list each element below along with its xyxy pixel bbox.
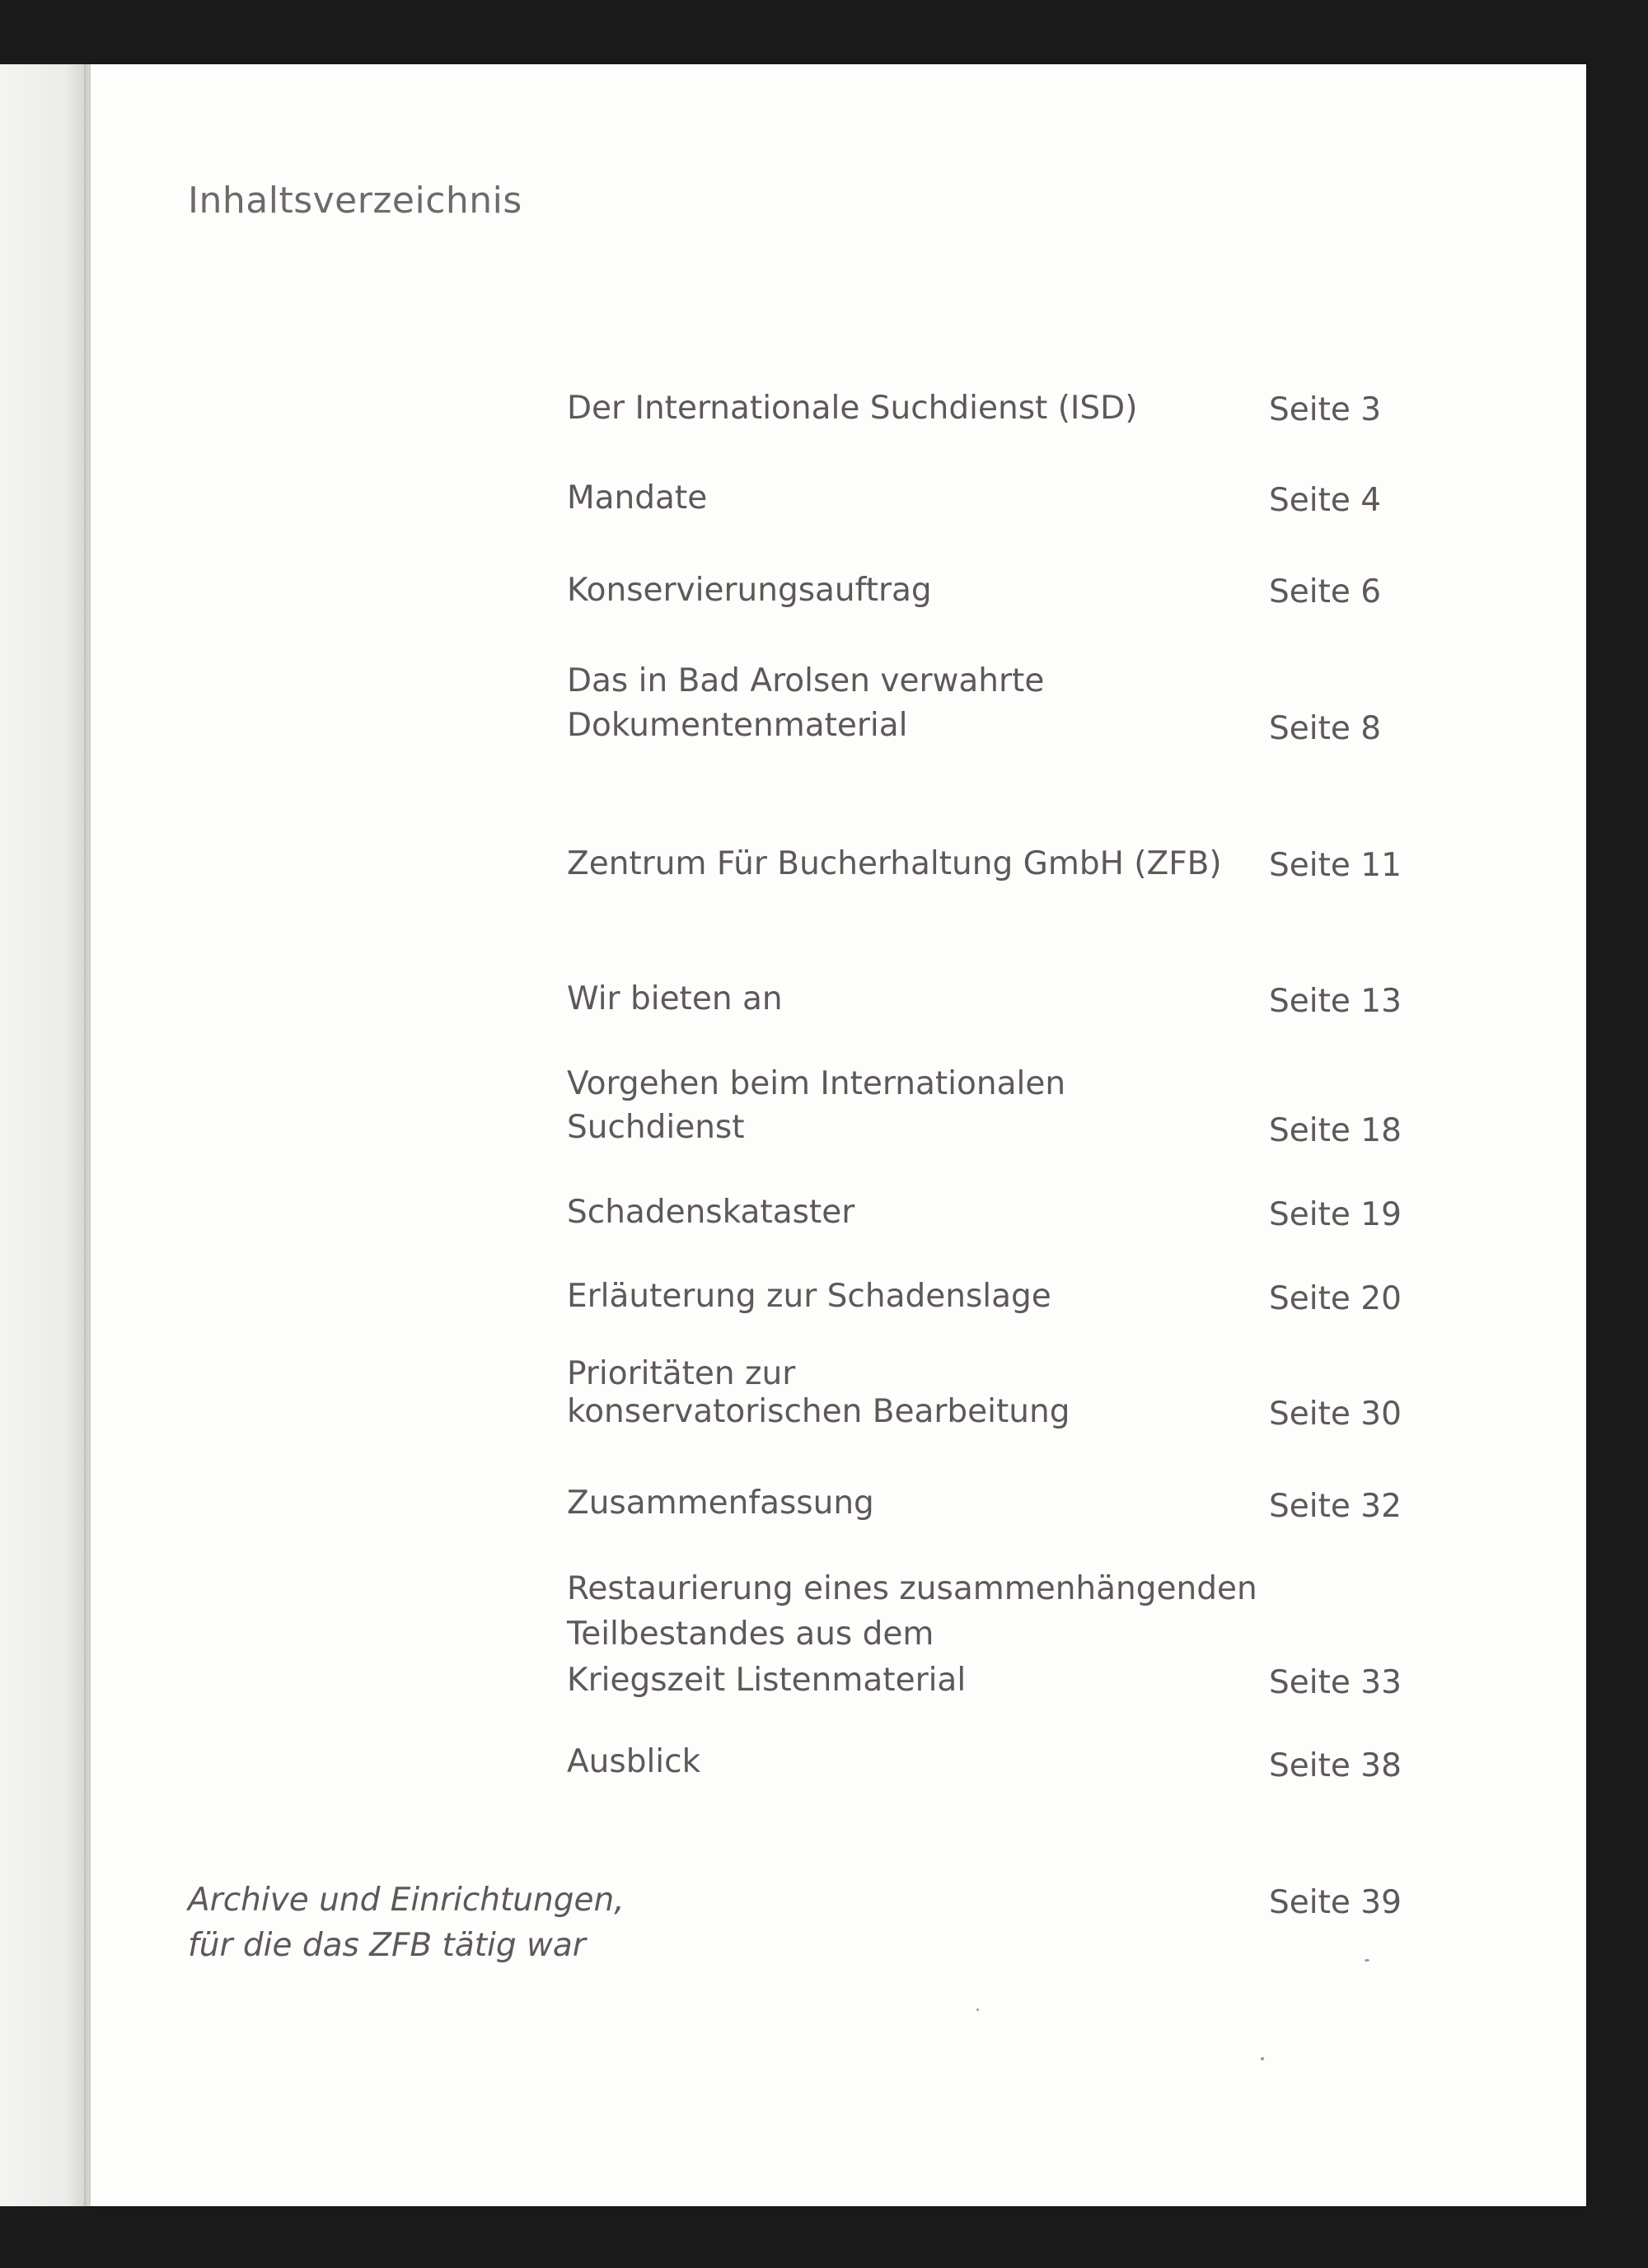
toc-appendix-line2: für die das ZFB tätig war (188, 1927, 586, 1964)
toc-page-ausblick: Seite 38 (1269, 1747, 1402, 1784)
toc-entry-schadenskataster: Schadenskataster (567, 1194, 855, 1231)
scan-speck (1365, 1959, 1369, 1962)
toc-entry-schadenslage: Erläuterung zur Schadenslage (567, 1278, 1051, 1315)
toc-page-prioritaeten: Seite 30 (1269, 1396, 1402, 1433)
toc-page-zfb: Seite 11 (1269, 847, 1402, 884)
page-title: Inhaltsverzeichnis (188, 180, 522, 222)
toc-entry-konservierungsauftrag: Konservierungsauftrag (567, 572, 932, 609)
book-spine (84, 64, 91, 2206)
toc-page-appendix: Seite 39 (1269, 1884, 1402, 1921)
toc-entry-restaurierung-line2: Teilbestandes aus dem (567, 1616, 934, 1653)
toc-appendix-line1: Archive und Einrichtungen, (188, 1882, 625, 1919)
toc-page-wir-bieten-an: Seite 13 (1269, 983, 1402, 1020)
toc-entry-dokumentenmaterial-line1: Das in Bad Arolsen verwahrte (567, 662, 1045, 699)
toc-page-konservierungsauftrag: Seite 6 (1269, 573, 1382, 610)
toc-entry-prioritaeten-line2: konservatorischen Bearbeitung (567, 1393, 1070, 1430)
toc-entry-isd: Der Internationale Suchdienst (ISD) (567, 390, 1138, 427)
toc-entry-vorgehen-line2: Suchdienst (567, 1109, 745, 1146)
toc-page-schadenslage: Seite 20 (1269, 1280, 1402, 1317)
toc-entry-restaurierung-line3: Kriegszeit Listenmaterial (567, 1662, 967, 1699)
toc-entry-vorgehen-line1: Vorgehen beim Internationalen (567, 1065, 1066, 1102)
toc-entry-dokumentenmaterial-line2: Dokumentenmaterial (567, 707, 908, 744)
toc-entry-wir-bieten-an: Wir bieten an (567, 980, 783, 1017)
toc-page-zusammenfassung: Seite 32 (1269, 1488, 1402, 1525)
toc-page-vorgehen: Seite 18 (1269, 1112, 1402, 1149)
toc-entry-zusammenfassung: Zusammenfassung (567, 1485, 874, 1522)
facing-page-edge (0, 64, 84, 2206)
scan-speck (1261, 2057, 1264, 2060)
toc-entry-zfb: Zentrum Für Bucherhaltung GmbH (ZFB) (567, 845, 1222, 882)
toc-page-dokumentenmaterial: Seite 8 (1269, 710, 1382, 747)
toc-page-schadenskataster: Seite 19 (1269, 1196, 1402, 1233)
toc-entry-ausblick: Ausblick (567, 1743, 701, 1780)
toc-page-mandate: Seite 4 (1269, 482, 1382, 519)
toc-page-restaurierung: Seite 33 (1269, 1664, 1402, 1701)
scan-speck (976, 2008, 979, 2011)
toc-page-isd: Seite 3 (1269, 391, 1382, 428)
toc-entry-mandate: Mandate (567, 479, 708, 517)
toc-entry-prioritaeten-line1: Prioritäten zur (567, 1355, 796, 1392)
toc-entry-restaurierung-line1: Restaurierung eines zusammenhängenden (567, 1570, 1257, 1607)
